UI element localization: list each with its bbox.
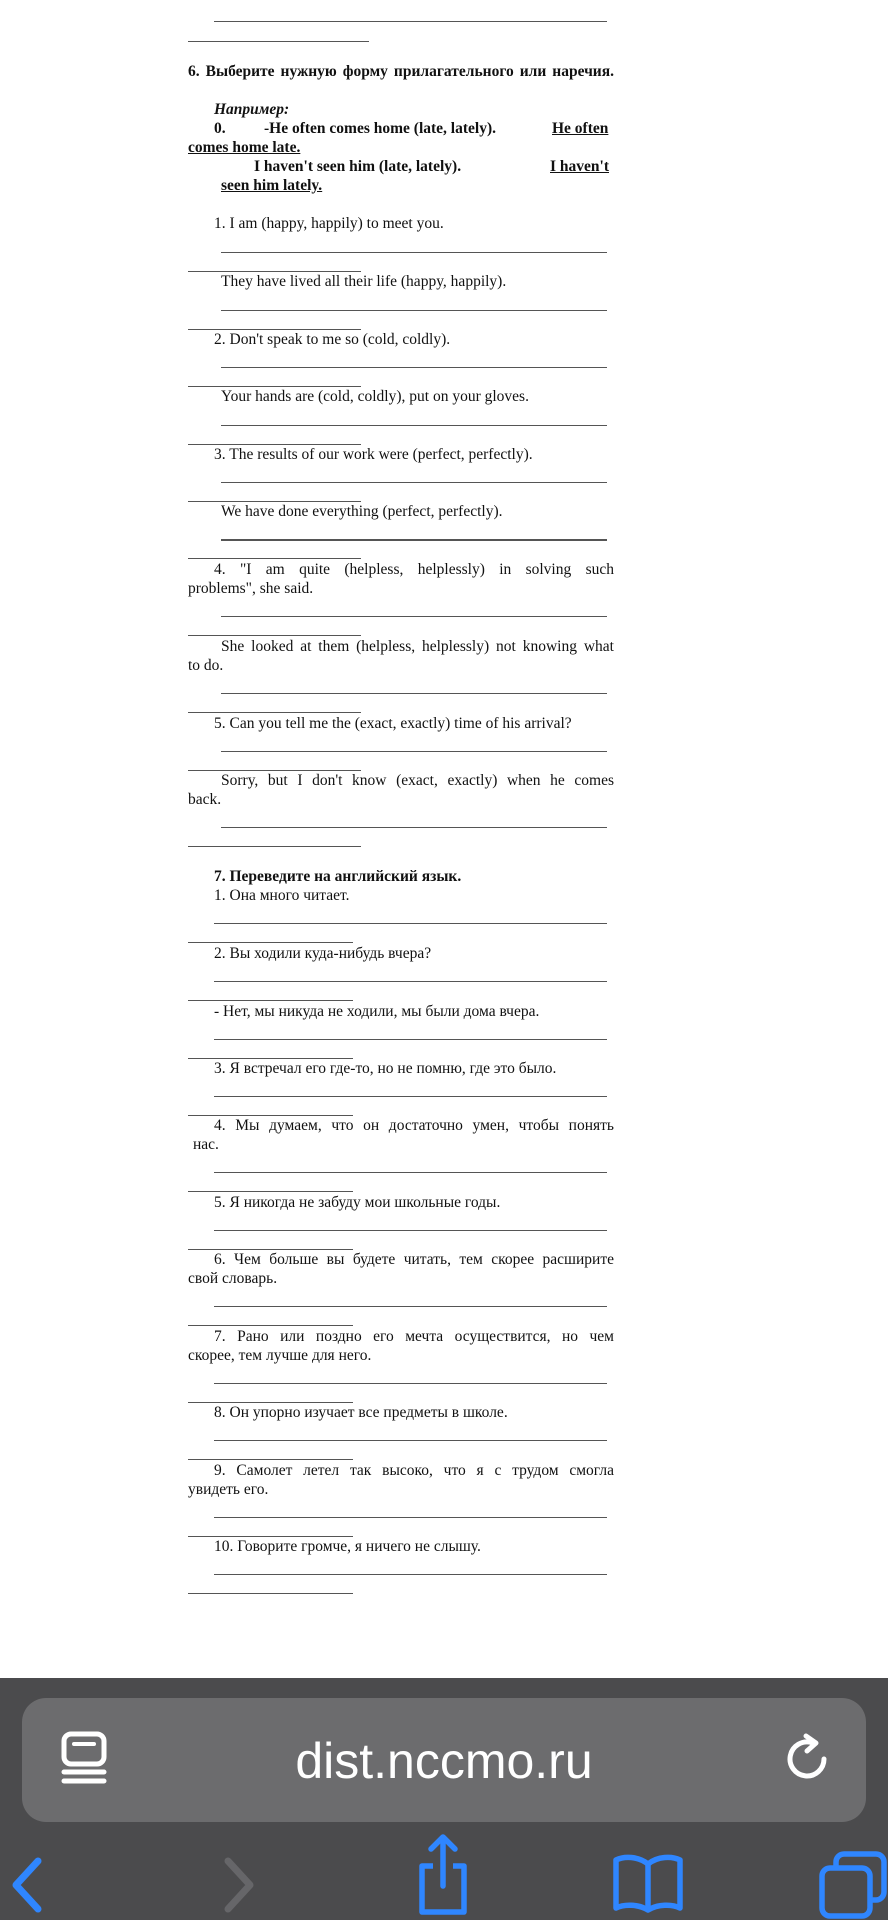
example-number: 0. — [214, 120, 226, 137]
answer-line[interactable] — [188, 1593, 353, 1594]
example-answer: I haven't — [550, 158, 609, 175]
answer-line[interactable] — [214, 1039, 607, 1040]
tabs-icon[interactable] — [818, 1850, 888, 1920]
answer-line[interactable] — [221, 539, 607, 541]
exercise-item: 9. Самолет летел так высоко, что я с трудом смогла — [214, 1462, 614, 1479]
exercise-item: 8. Он упорно изучает все предметы в школе. — [214, 1404, 508, 1421]
exercise-item-continued: нас. — [193, 1136, 219, 1153]
answer-line[interactable] — [214, 1172, 607, 1173]
answer-line[interactable] — [221, 751, 607, 752]
answer-line[interactable] — [214, 1230, 607, 1231]
exercise-item-continued: скорее, тем лучше для него. — [188, 1347, 372, 1364]
exercise-item-continued: back. — [188, 791, 222, 808]
answer-line[interactable] — [221, 827, 607, 828]
answer-line[interactable] — [221, 482, 607, 483]
exercise-item-continued: свой словарь. — [188, 1270, 278, 1287]
exercise-item: 5. Я никогда не забуду мои школьные годы. — [214, 1194, 501, 1211]
exercise-item: 6. Чем больше вы будете читать, тем скорее расширите — [214, 1251, 614, 1268]
exercise-item: 3. Я встречал его где-то, но не помню, где это было. — [214, 1060, 557, 1077]
example-answer: comes home late. — [188, 139, 301, 156]
answer-line[interactable] — [188, 558, 361, 559]
forward-icon — [218, 1855, 258, 1915]
answer-line[interactable] — [214, 1440, 607, 1441]
answer-line[interactable] — [214, 923, 607, 924]
exercise-item: 4. Мы думаем, что он достаточно умен, чтобы понять — [214, 1117, 614, 1134]
example-answer: seen him lately. — [221, 177, 323, 194]
answer-line[interactable] — [188, 712, 361, 713]
answer-line[interactable] — [221, 616, 607, 617]
answer-line[interactable] — [221, 425, 607, 426]
answer-line[interactable] — [221, 310, 607, 311]
answer-line[interactable] — [188, 1459, 353, 1460]
answer-line[interactable] — [214, 1383, 607, 1384]
answer-line[interactable] — [214, 1306, 607, 1307]
url-text[interactable]: dist.nccmo.ru — [295, 1733, 593, 1789]
answer-line — [188, 41, 369, 42]
exercise-item-continued: to do. — [188, 657, 224, 674]
exercise-item: They have lived all their life (happy, happily). — [221, 273, 507, 290]
example-sentence: I haven't seen him (late, lately). — [254, 158, 462, 175]
exercise-item: Sorry, but I don't know (exact, exactly) when he comes — [221, 772, 614, 789]
answer-line[interactable] — [188, 635, 361, 636]
exercise-item: 7. Рано или поздно его мечта осуществится, но чем — [214, 1328, 614, 1345]
answer-line[interactable] — [188, 1000, 353, 1001]
exercise-item: 5. Can you tell me the (exact, exactly) time of his arrival? — [214, 715, 572, 732]
answer-line[interactable] — [214, 1517, 607, 1518]
answer-line[interactable] — [214, 1096, 607, 1097]
example-label: Например: — [214, 101, 290, 118]
share-icon[interactable] — [412, 1832, 474, 1916]
answer-line[interactable] — [188, 1191, 353, 1192]
exercise-item: 1. I am (happy, happily) to meet you. — [214, 215, 444, 232]
exercise-item: 4. "I am quite (helpless, helplessly) in solving such — [214, 561, 614, 578]
exercise-7-title: 7. Переведите на английский язык. — [214, 868, 462, 885]
reader-icon[interactable] — [58, 1730, 110, 1786]
answer-line[interactable] — [214, 1574, 607, 1575]
exercise-item: 2. Вы ходили куда-нибудь вчера? — [214, 945, 432, 962]
exercise-item: 2. Don't speak to me so (cold, coldly). — [214, 331, 451, 348]
answer-line[interactable] — [221, 367, 607, 368]
answer-line — [214, 21, 607, 22]
exercise-item: 1. Она много читает. — [214, 887, 350, 904]
answer-line[interactable] — [221, 252, 607, 253]
bookmarks-icon[interactable] — [612, 1852, 684, 1914]
exercise-item: We have done everything (perfect, perfectly). — [221, 503, 503, 520]
answer-line[interactable] — [214, 981, 607, 982]
exercise-item: 3. The results of our work were (perfect, perfectly). — [214, 446, 533, 463]
exercise-item: Your hands are (cold, coldly), put on your gloves. — [221, 388, 529, 405]
answer-line[interactable] — [188, 942, 353, 943]
example-sentence: -He often comes home (late, lately). — [264, 120, 496, 137]
answer-line[interactable] — [188, 846, 361, 847]
answer-line[interactable] — [188, 1325, 353, 1326]
example-answer: He often — [552, 120, 609, 137]
exercise-item: - Нет, мы никуда не ходили, мы были дома вчера. — [214, 1003, 540, 1020]
exercise-item: 10. Говорите громче, я ничего не слышу. — [214, 1538, 481, 1555]
reload-icon[interactable] — [780, 1732, 834, 1786]
exercise-item-continued: увидеть его. — [188, 1481, 269, 1498]
exercise-item: She looked at them (helpless, helplessly) not knowing what — [221, 638, 614, 655]
exercise-6-title: 6. Выберите нужную форму прилагательного или наречия. — [188, 63, 614, 80]
exercise-item-continued: problems", she said. — [188, 580, 314, 597]
back-icon[interactable] — [8, 1855, 48, 1915]
answer-line[interactable] — [221, 693, 607, 694]
